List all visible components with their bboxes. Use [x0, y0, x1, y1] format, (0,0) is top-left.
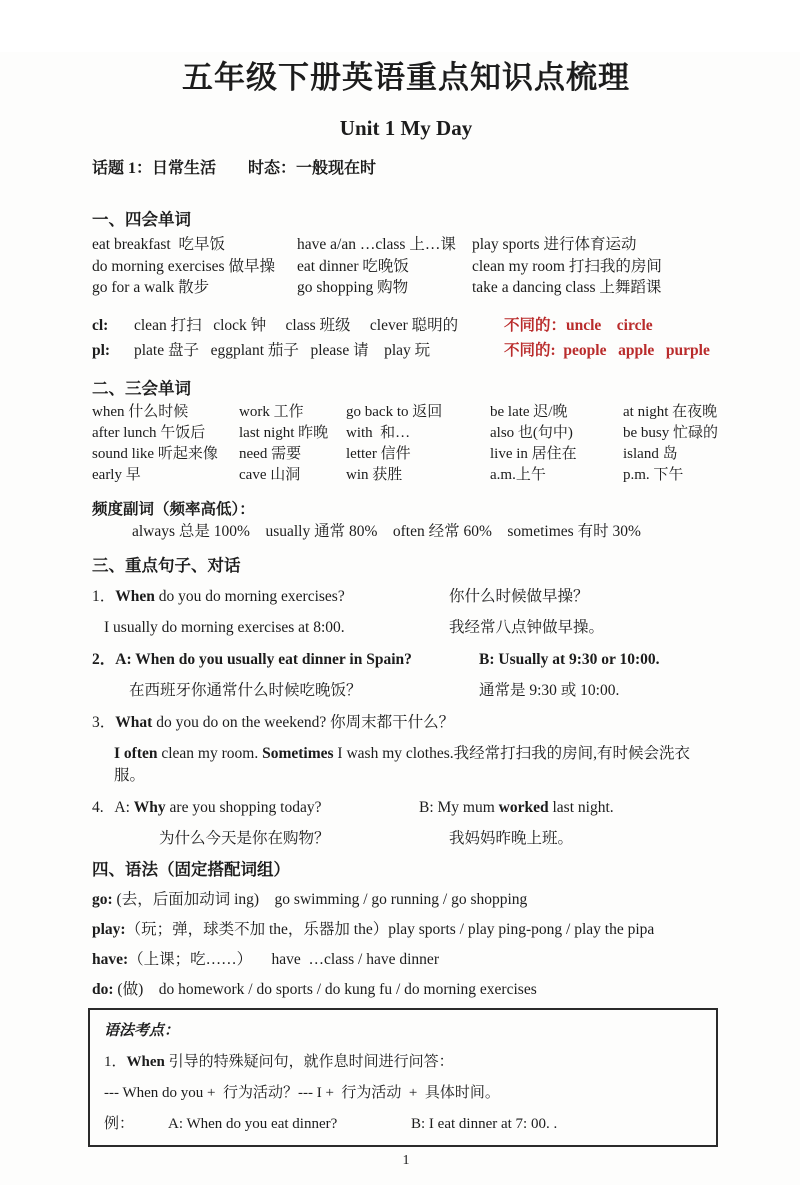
word-cell: take a dancing class 上舞蹈课	[472, 279, 662, 296]
frequency-adverbs-title: 频度副词（频率高低）：	[92, 500, 255, 518]
sentence4-question	[92, 797, 720, 819]
collocation-text: (去，后面加动词 ing) go swimming / go running / go shopping	[112, 890, 528, 908]
word-cell: need 需要	[239, 445, 302, 462]
cl-pl-block	[92, 313, 720, 363]
frequency-adverbs-list: always 总是 100% usually 通常 80% often 经常 60% sometimes 有时 30%	[132, 522, 641, 540]
word-cell: when 什么时候	[92, 403, 189, 420]
topic-value: 日常生活	[152, 160, 217, 177]
sentence-text: A: When do you usually eat dinner in Spain?	[115, 650, 412, 668]
sentence3-answer	[92, 743, 720, 787]
sentence3-question	[92, 712, 720, 734]
word-cell: eat breakfast 吃早饭	[92, 236, 225, 253]
pl-different-words: 不同的: people apple purple	[504, 341, 710, 359]
sentence1-zh: 你什么时候做早操？	[449, 587, 589, 605]
word-cell: p.m. 下午	[623, 466, 684, 483]
sentence-text: I wash my clothes.我经常打扫我的房间,有时候会洗衣服。	[114, 744, 691, 784]
example-question: A: When do you eat dinner?	[168, 1115, 338, 1132]
word-cell: win 获胜	[346, 466, 403, 483]
collocation-go	[92, 889, 720, 911]
word-cell: work 工作	[239, 403, 304, 420]
sentence1-answer	[92, 617, 720, 639]
keyword: What	[115, 713, 153, 731]
example-label: 例：	[104, 1115, 135, 1132]
section4-heading: 四、语法（固定搭配词组）	[92, 859, 290, 879]
word-cell: also 也(句中)	[490, 424, 573, 441]
grammar-box-title: 语法考点：	[104, 1022, 180, 1039]
sentence-number: 1．	[92, 587, 116, 605]
sentence4-en	[92, 797, 419, 819]
three-skill-word-grid	[92, 402, 720, 486]
sentence1-answer-zh: 我经常八点钟做早操。	[449, 618, 605, 636]
grammar-pattern: --- When do you + 行为活动？--- I + 行为活动 + 具体时间。	[104, 1084, 500, 1101]
word-cell: be busy 忙碌的	[623, 424, 718, 441]
document-page	[0, 52, 800, 1185]
grammar-point-1	[104, 1051, 704, 1073]
cl-words-line	[92, 313, 720, 338]
sentence3-answer-text	[114, 743, 720, 787]
keyword: Why	[133, 798, 166, 816]
collocation-label: go:	[92, 890, 113, 908]
word-cell: island 岛	[623, 445, 678, 462]
spacer	[216, 160, 248, 177]
sentence-text: clean my room.	[157, 744, 263, 762]
collocation-label: do:	[92, 980, 114, 998]
unit-title: Unit 1 My Day	[339, 116, 473, 140]
sentence-text: do you do morning exercises?	[154, 587, 345, 605]
word-cell: clean my room 打扫我的房间	[472, 257, 662, 275]
word-cell: a.m.上午	[490, 466, 546, 483]
section2-heading: 二、三会单词	[92, 378, 191, 398]
point-number: 1．	[104, 1053, 127, 1070]
page-title: 五年级下册英语重点知识点梳理	[182, 60, 630, 95]
tense-label: 时态：	[248, 160, 297, 177]
sentence-text: are you shopping today?	[165, 798, 322, 816]
tense-value: 一般现在时	[296, 160, 377, 177]
sentence-number: 3．	[92, 713, 116, 731]
word-cell: do morning exercises 做早操	[92, 257, 275, 275]
collocation-text: (做) do homework / do sports / do kung fu / do morning exercises	[113, 980, 537, 998]
sentence2-en	[92, 649, 479, 671]
word-cell: have a/an …class 上…课	[297, 236, 456, 253]
collocation-have	[92, 949, 720, 971]
pl-label: pl:	[92, 341, 111, 359]
word-cell: go for a walk 散步	[92, 279, 210, 296]
example-answer: B: I eat dinner at 7: 00. .	[411, 1115, 558, 1132]
sentence4-answer-zh: 我妈妈昨晚上班。	[449, 829, 574, 847]
keyword: Sometimes	[262, 744, 334, 762]
sentence-text: B: My mum	[419, 798, 499, 816]
topic-tense-line	[92, 155, 720, 178]
sentence2-answer-en: B: Usually at 9:30 or 10:00.	[479, 650, 660, 668]
sentence2-zh: 在西班牙你通常什么时候吃晚饭？	[129, 681, 362, 699]
grammar-example	[104, 1113, 704, 1135]
collocation-label: have:	[92, 950, 129, 968]
collocation-do	[92, 979, 720, 1001]
word-cell: live in 居住在	[490, 445, 577, 462]
cl-words: clean 打扫 clock 钟 class 班级 clever 聪明的	[134, 316, 459, 334]
sentence-text: last night.	[548, 798, 614, 816]
word-cell: go shopping 购物	[297, 279, 409, 296]
sentence2-translation	[92, 680, 720, 702]
cl-label: cl:	[92, 316, 109, 334]
sentence-text: A:	[114, 798, 134, 816]
word-cell: sound like 听起来像	[92, 445, 218, 462]
word-cell: last night 昨晚	[239, 424, 329, 441]
sentence4-translation	[92, 828, 720, 850]
topic-label: 话题 1：	[92, 160, 153, 177]
cl-different-words: 不同的：uncle circle	[504, 316, 653, 334]
sentence4-zh: 为什么今天是你在购物？	[159, 829, 330, 847]
keyword: When	[115, 587, 155, 605]
word-cell: with 和…	[346, 424, 411, 441]
word-cell: after lunch 午饭后	[92, 424, 206, 441]
collocation-text: （上课；吃……） have …class / have dinner	[128, 950, 439, 968]
pl-words-line	[92, 338, 720, 363]
keyword: I often	[114, 744, 158, 762]
word-cell: eat dinner 吃晚饭	[297, 257, 409, 275]
sentence1-answer-en: I usually do morning exercises at 8:00.	[104, 618, 345, 636]
sentence1-question	[92, 586, 720, 608]
word-cell: be late 迟/晚	[490, 403, 568, 420]
word-cell: at night 在夜晚	[623, 403, 718, 420]
pl-words: plate 盘子 eggplant 茄子 please 请 play 玩	[134, 341, 431, 359]
word-cell: letter 信件	[346, 445, 411, 462]
keyword: worked	[498, 798, 549, 816]
sentence2-answer-zh: 通常是 9:30 或 10:00.	[479, 681, 620, 699]
keyword: When	[126, 1053, 165, 1070]
sentence-number: 4.	[92, 798, 115, 816]
point-text: 引导的特殊疑问句，就作息时间进行问答：	[164, 1053, 454, 1070]
sentence4-answer-en	[419, 797, 720, 819]
page-number: 1	[402, 1152, 410, 1168]
section1-heading: 一、四会单词	[92, 210, 191, 229]
grammar-points-box	[88, 1008, 718, 1147]
collocation-label: play:	[92, 920, 126, 938]
section3-heading: 三、重点句子、对话	[92, 555, 241, 575]
sentence-text: do you do on the weekend? 你周末都干什么？	[152, 713, 455, 731]
four-skill-word-grid	[92, 234, 720, 299]
word-cell: play sports 进行体育运动	[472, 236, 637, 253]
word-cell: early 早	[92, 466, 141, 483]
word-cell: cave 山洞	[239, 466, 301, 483]
collocation-play	[92, 919, 720, 941]
sentence-number: 2．	[92, 650, 116, 668]
sentence2-question	[92, 649, 720, 671]
sentence1-en	[92, 586, 449, 608]
word-cell: go back to 返回	[346, 403, 443, 420]
sentence3-en	[92, 712, 454, 734]
collocation-text: （玩；弹，球类不加 the，乐器加 the）play sports / play ping-pong / play the pipa	[125, 920, 655, 938]
